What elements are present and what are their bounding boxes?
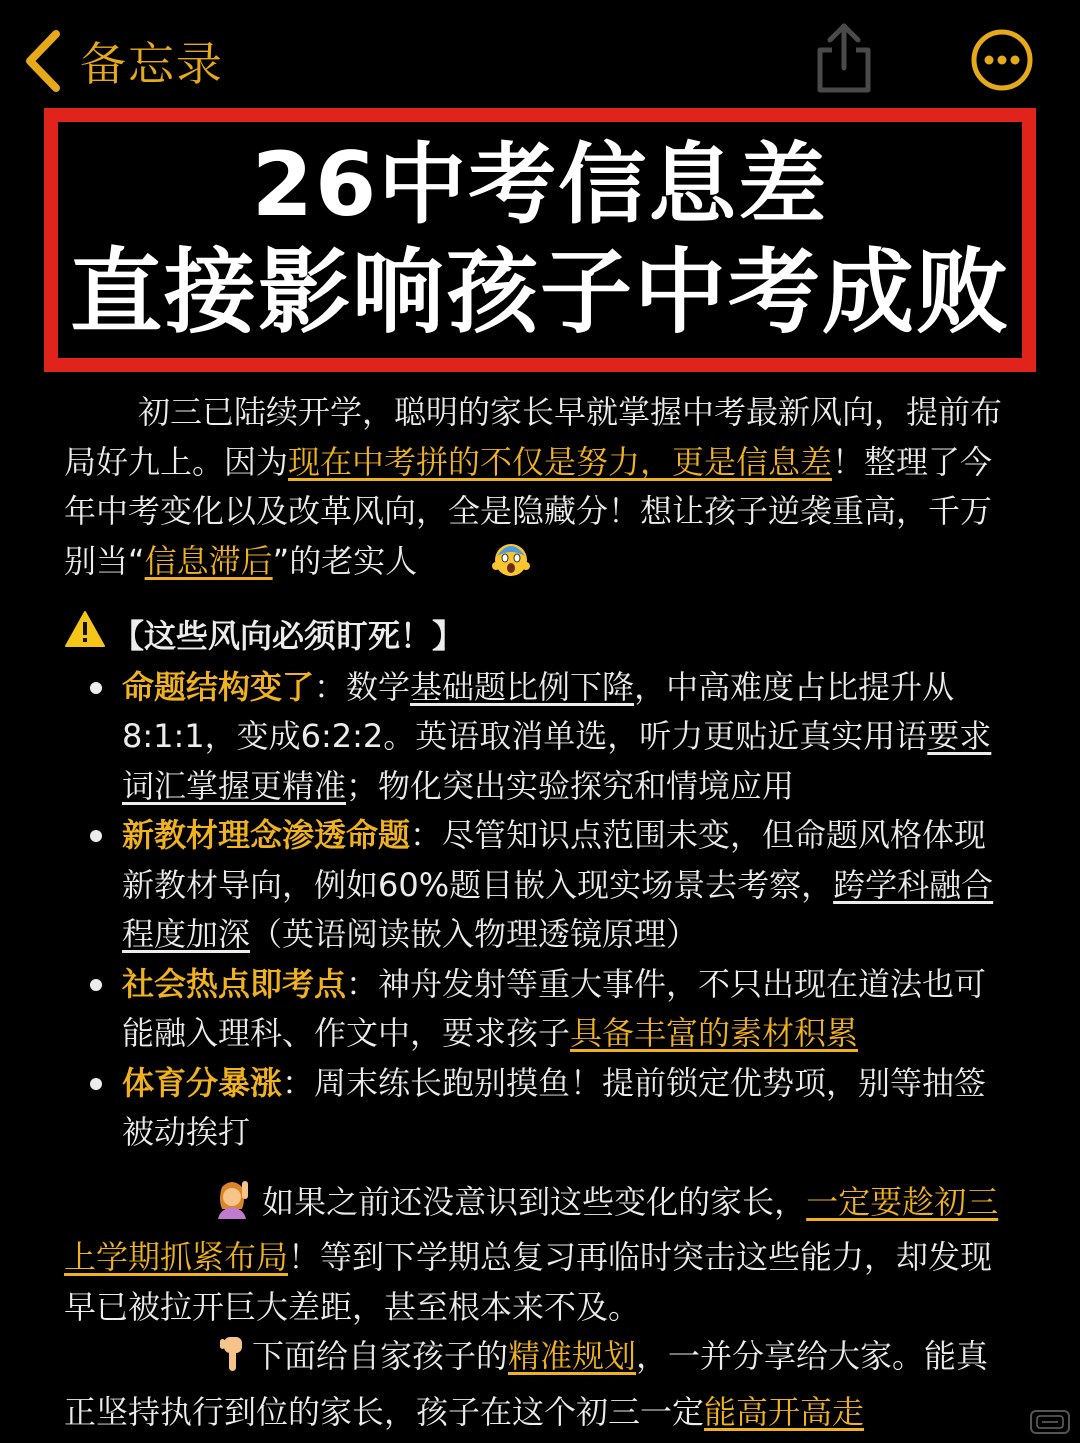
trend-list (64, 663, 1016, 1158)
title-banner (44, 108, 1036, 372)
nav-bar (0, 0, 1080, 110)
list-item: 新教材理念渗透命题：尽管知识点范围未变，但命题风格体现新教材导向，例如60%题目嵌入现实场景去考察，跨学科融合程度加深（英语阅读嵌入物理透镜原理） (122, 811, 1016, 960)
note-body (64, 388, 1016, 1437)
item-heading: 新教材理念渗透命题 (122, 816, 411, 854)
outro-paragraph-2: 下面给自家孩子的精准规划，一并分享给大家。能真正坚持执行到位的家长，孩子在这个初三一定能高开高走 (64, 1332, 1016, 1437)
watermark-logo (1030, 1410, 1070, 1434)
intro-paragraph: 初三已陆续开学，聪明的家长早就掌握中考最新风向，提前布局好九上。因为现在中考拼的不仅是努力，更是信息差！整理了今年中考变化以及改革风向，全是隐藏分！想让孩子逆袭重高，千万别当“信息滞后”的老实人 (64, 388, 1016, 592)
highlight-info-lag: 信息滞后 (144, 541, 273, 580)
outro-paragraph-1: 如果之前还没意识到这些变化的家长，一定要趁初三上学期抓紧布局！等到下学期总复习再临时突击这些能力，却发现早已被拉开巨大差距，甚至根本来不及。 (64, 1178, 1016, 1333)
share-button[interactable] (812, 20, 876, 100)
scream-emoji-icon (417, 538, 531, 593)
title-line-1: 26中考信息差 (251, 133, 829, 236)
list-item: 体育分暴涨：周末练长跑别摸鱼！提前锁定优势项，别等抽签被动挨打 (122, 1059, 1016, 1158)
back-button[interactable] (22, 28, 224, 94)
pointing-down-emoji-icon (138, 1333, 252, 1388)
list-item: 社会热点即考点：神舟发射等重大事件，不只出现在道法也可能融入理科、作文中，要求孩子具备丰富的素材积累 (122, 960, 1016, 1059)
warning-icon (64, 610, 112, 663)
highlight-info-gap: 现在中考拼的不仅是努力，更是信息差 (288, 442, 833, 481)
raising-hand-emoji-icon (138, 1179, 252, 1234)
item-heading: 体育分暴涨 (122, 1063, 283, 1102)
item-heading: 命题结构变了 (122, 667, 315, 706)
item-heading: 社会热点即考点 (122, 964, 347, 1003)
title-line-2: 直接影响孩子中考成败 (69, 238, 1010, 346)
list-item: 命题结构变了：数学基础题比例下降，中高难度占比提升从8:1:1，变成6:2:2。英语取消单选，听力更贴近真实用语要求词汇掌握更精准；物化突出实验探究和情境应用 (122, 663, 1016, 812)
warning-text: 【这些风向必须盯死！】 (112, 616, 465, 655)
more-icon (970, 77, 1034, 96)
share-icon (812, 81, 876, 100)
highlight-high-start: 能高开高走 (704, 1392, 865, 1431)
highlight-plan: 精准规划 (508, 1337, 637, 1375)
back-label: 备忘录 (80, 37, 224, 91)
more-button[interactable] (970, 28, 1034, 96)
highlight-first-term: 一定要趁初三上学期抓紧布局 (64, 1182, 999, 1276)
chevron-left-icon (22, 30, 62, 92)
warning-heading (64, 610, 1016, 663)
